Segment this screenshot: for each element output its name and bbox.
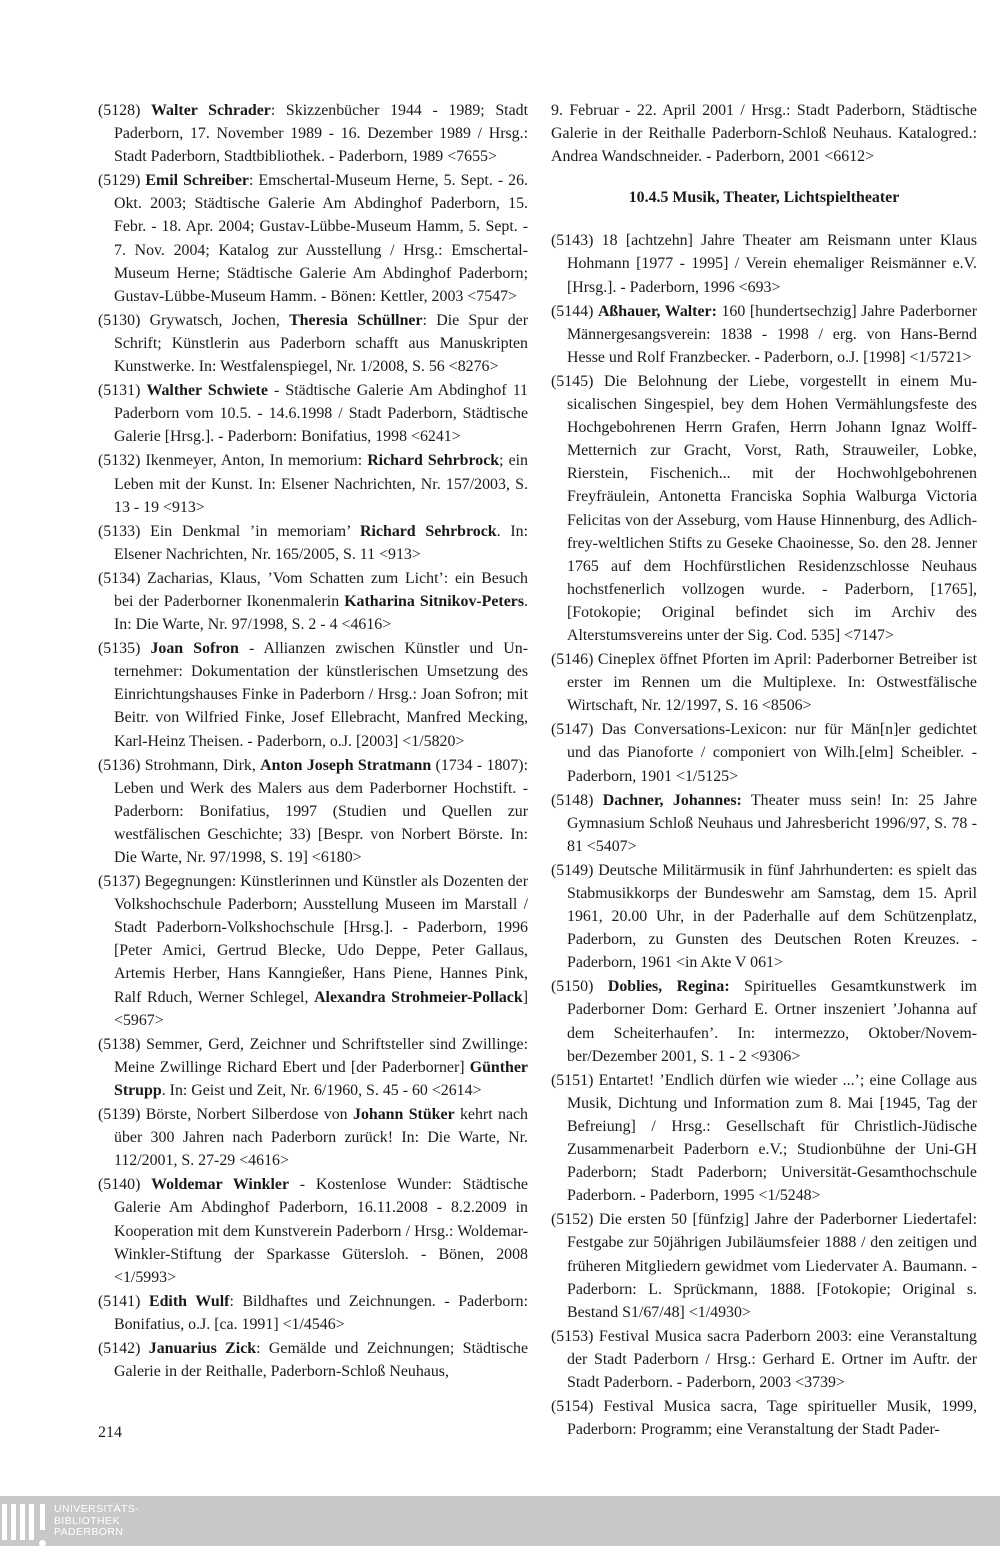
bibliography-entry	[551, 859, 977, 974]
right-entries	[551, 229, 977, 1441]
entry-number: (5153)	[551, 1327, 599, 1345]
bibliography-entry	[551, 718, 977, 787]
bibliography-entry	[98, 567, 528, 636]
entry-text: Festival Musica sacra, Tage spiritueller Musik, 1999, Paderborn: Programm; eine Veranstaltung der Stadt Pader-	[567, 1398, 977, 1439]
entry-text: : Emschertal-Museum Herne, 5. Sept. - 26. Okt. 2003; Städtische Galerie Am Abdinghof Paderborn, 15. Febr. - 18. Apr. 2004; Gustav-Lübbe-Museum Hamm, 5. Sept. - 7. Nov. 2004; Katalog zur Ausstellung / Hrsg.: Emschertal-Museum Herne; Städtische Galerie Am Abdinghof Paderborn; Gustav-Lübbe-Museum Hamm. - Bönen: Kettler, 2003 <7547>	[114, 172, 528, 305]
entry-text: Zacharias, Klaus, ’Vom Schatten zum Licht’: ein Besuch bei der Paderborner Ikonenmalerin	[114, 569, 528, 610]
entry-number: (5152)	[551, 1211, 599, 1229]
entry-number: (5130)	[98, 311, 150, 329]
entry-name-bold: Katharina Sitnikov-Peters	[344, 592, 525, 610]
entry-name-bold: Dachner, Johannes:	[602, 791, 742, 809]
entry-text: Deutsche Militärmusik in fünf Jahrhunderten: es spielt das Stabmusikkorps der Bundeswehr am Samstag, dem 15. April 1961, 20.00 Uhr, in der Paderhalle auf dem Schützenplatz, Paderborn, zu Gunsten des Deutschen Roten Kreuzes. - Paderborn, 1961 <in Akte V 061>	[567, 861, 977, 972]
entry-number: (5133)	[98, 522, 151, 540]
entry-text: Börste, Norbert Silberdose von	[145, 1106, 353, 1124]
entry-name-bold: Walter Schrader	[151, 102, 271, 119]
entry-text: . In: Geist und Zeit, Nr. 6/1960, S. 45 - 60 <2614>	[161, 1081, 482, 1099]
entry-name-bold: Richard Sehrbrock	[367, 452, 500, 470]
entry-name-bold: Doblies, Regina:	[607, 978, 730, 996]
entry-name-bold: Januarius Zick	[148, 1339, 257, 1357]
entry-name-bold: Günther Strupp	[114, 1058, 528, 1099]
entry-text: Ein Denkmal ’in memoriam’	[150, 522, 361, 540]
entry-text: Begegnungen: Künstlerinnen und Künstler als Dozenten der Volkshochschule Paderborn; Ausstellung Museen im Marstall / Stadt Paderborn-Volkshochschule [Hrsg.]. - Paderborn, 1996 [Peter Amici, Gertrud Blecke, Udo Deppe, Peter Gallaus, Artemis Herber, Hans Kanngießer, Hans Piene, Hannes Pink, Ralf Rduch, Werner Schlegel,	[114, 873, 529, 1006]
entry-text: Theater muss sein! In: 25 Jahre Gymnasium Schloß Neuhaus und Jahresbericht 1996/97, S. 78 - 81 <5407>	[567, 791, 978, 855]
entry-number: (5151)	[551, 1071, 599, 1089]
section-heading: 10.4.5 Musik, Theater, Lichtspieltheater	[628, 189, 900, 207]
entry-text: Die ersten 50 [fünfzig] Jahre der Paderborner Liedertafel: Festgabe zur 50jährigen Jubiläumsfeier 1888 / den zeitigen und früheren Mitgliedern gewidmet vom Liedervater A. Baumann. - Paderborn: L. Sprückmann, 1888. [Fotokopie; Original s. Bestand S1/67/48] <1/4930>	[567, 1211, 977, 1321]
bibliography-entry	[98, 1103, 528, 1172]
entry-number: (5146)	[551, 651, 598, 669]
entry-text: - Allianzen zwischen Künstler und Unternehmer: Dokumentation der künstlerischen Umsetzung des Einrichtungshauses Finke in Paderborn / Hrsg.: Joan Sofron; mit Beitr. von Wilfried Finke, Josef Ellebracht, Manfred Mecking, Karl-Heinz Theisen. - Paderborn, o.J. [2003] <1/5820>	[114, 640, 528, 750]
entry-text: Strohmann, Dirk,	[144, 756, 261, 774]
entry-name-bold: Alexandra Strohmeier-Pollack	[314, 988, 523, 1006]
entry-text: Spirituelles Gesamtkunstwerk im Paderborner Dom: Gerhard E. Ortner inszeniert ’Johanna auf dem Scheiterhaufen’. In: intermezzo, Oktober/November/Dezember 2001, S. 1 - 2 <9306>	[567, 978, 977, 1065]
entry-number: (5142)	[98, 1339, 149, 1357]
entry-name-bold: Walther Schwiete	[146, 382, 268, 400]
bibliography-entry	[551, 229, 977, 298]
left-column	[98, 99, 528, 1384]
entry-text: Festival Musica sacra Paderborn 2003: eine Veranstaltung der Stadt Paderborn / Hrsg.: Gerhard E. Ortner im Auftr. der Stadt Paderborn. - Paderborn, 2003 <3739>	[567, 1327, 977, 1391]
entry-number: (5147)	[551, 721, 602, 739]
bibliography-entry	[98, 309, 528, 378]
entry-number: (5138)	[98, 1035, 147, 1053]
entry-text: : Bildhaftes und Zeichnungen. - Paderborn: Bonifatius, o.J. [ca. 1991] <1/4546>	[114, 1292, 528, 1333]
entry-name-bold: Johann Stüker	[353, 1106, 455, 1124]
entry-number: (5134)	[98, 569, 148, 587]
entry-name-bold: Joan Sofron	[150, 640, 239, 658]
entry-text: Die Belohnung der Liebe, vorgestellt in einem Musicalischen Singespiel, bey dem Hohen Vermählungsfeste des Hochgebohrenen Herrn Grafen, Herrn Johann Ignaz Wolff-Metternich zur Gracht, Vorst, Rath, Strauweiler, Lobke, Rierstein, Fischenich... mit der Hochwohlgebohrenen Freyfräulein, Antonetta Franciska Sophia Walburga Victoria Felicitas von der Asseburg, vom Hause Hinnenburg, des Adlich-frey-weltlichen Stifts zu Geseke Chaoinesse, So. den 28. Jenner 1765 auf dem Hochfürstlichen Residenzschlosse Neuhaus hochstfenerlich vollzogen wurde. - Paderborn, [1765], [Fotokopie; Original befindet sich im Archiv des Alterstumsvereins unter der Sig. Cod. 535] <7147>	[567, 372, 977, 644]
entry-text: : Skizzenbücher 1944 - 1989; Stadt Paderborn, 17. November 1989 - 16. Dezember 1989 / Hrsg.: Stadt Paderborn, Stadtbibliothek. - Paderborn, 1989 <7655>	[114, 102, 528, 166]
entry-text: : Gemälde und Zeichnungen; Städtische Galerie in der Reithalle, Paderborn-Schloß Neuhaus,	[114, 1339, 528, 1381]
bibliography-entry	[98, 1337, 528, 1383]
entry-text: Semmer, Gerd, Zeichner und Schriftsteller sind Zwillinge: Meine Zwillinge Richard Ebert und [der Paderborner]	[114, 1035, 528, 1076]
logo-line-1: UNIVERSITÄTS-	[54, 1503, 140, 1515]
logo-line-3: PADERBORN	[54, 1526, 124, 1538]
bibliography-entry	[551, 1208, 977, 1323]
entry-text: . In: Die Warte, Nr. 97/1998, S. 2 - 4 <4616>	[114, 592, 529, 634]
entry-name-bold: Anton Joseph Stratmann	[260, 756, 432, 774]
entry-name-bold: Aßhauer, Walter:	[597, 302, 717, 320]
entry-number: (5143)	[551, 232, 602, 250]
bibliography-entry	[98, 520, 528, 566]
entry-number: (5137)	[98, 873, 145, 891]
library-footer	[0, 1496, 1000, 1546]
bibliography-entry	[551, 1069, 977, 1208]
entry-text: (1734 - 1807): Leben und Werk des Malers aus dem Paderborner Hochstift. - Paderborn: Bonifatius, 1997 (Studien und Quellen zur westfälischen Geschichte; 33) [Bespr. von Norbert Börste. In: Die Warte, Nr. 97/1998, S. 19] <6180>	[114, 756, 528, 866]
entry-name-bold: Richard Sehrbrock	[360, 522, 497, 540]
entry-number: (5139)	[98, 1106, 146, 1124]
entry-number: (5129)	[98, 172, 146, 190]
continued-entry: 9. Februar - 22. April 2001 / Hrsg.: Stadt Paderborn, Städtische Galerie in der Reithalle Paderborn-Schloß Neuhaus. Katalogred.: Andrea Wandschneider. - Paderborn, 2001 <6612>	[551, 102, 977, 166]
entry-number: (5132)	[98, 452, 146, 470]
entry-name-bold: Emil Schreiber	[145, 172, 249, 190]
bibliography-entry	[551, 975, 977, 1067]
entry-number: (5141)	[98, 1292, 149, 1310]
entry-text: Cineplex öffnet Pforten im April: Paderborner Betreiber ist erster im Rennen um die Multiplexe. In: Ostwestfälische Wirtschaft, Nr. 12/1997, S. 16 <8506>	[567, 651, 977, 715]
entry-text: - Kostenlose Wunder: Städtische Galerie Am Abdinghof Paderborn, 16.11.2008 - 8.2.2009 in Kooperation mit dem Kunstverein Paderborn / Hrsg.: Woldemar-Winkler-Stiftung der Sparkasse Gütersloh. - Bönen, 2008 <1/5993>	[114, 1176, 528, 1286]
page-number: 214	[98, 1424, 122, 1441]
bibliography-entry	[551, 300, 977, 369]
entry-text: : Die Spur der Schrift; Künstlerin aus Paderborn schafft aus Manuskripten Kunstwerke. In: Westfalenspiegel, Nr. 1/2008, S. 56 <8276>	[114, 311, 529, 376]
entry-number: (5140)	[98, 1176, 152, 1194]
entry-number: (5148)	[551, 791, 603, 809]
entry-text: Entartet! ’Endlich dürfen wie wieder ...’; eine Collage aus Musik, Dichtung und Information zum 8. Mai [1945, Tag der Befreiung] / Hrsg.: Gesellschaft für Christlich-Jüdische Zusammenarbeit Paderborn e.V.; Studionbühne der Uni-GH Paderborn; Stadt Paderborn; Universität-Gesamthochschule Paderborn. - Paderborn, 1995 <1/5248>	[567, 1071, 977, 1205]
entry-name-bold: Edith Wulf	[148, 1292, 230, 1310]
entry-text: Das Conversations-Lexicon: nur für Män[n]er gedichtet und das Pianoforte / componiert von Wilh.[elm] Scheibler. - Paderborn, 1901 <1/5125>	[567, 721, 977, 785]
entry-text: 18 [achtzehn] Jahre Theater am Reismann unter Klaus Hohmann [1977 - 1995] / Verein ehemaliger Reismänner e.V. [Hrsg.]. - Paderborn, 1996 <693>	[567, 232, 977, 296]
bibliography-entry	[551, 648, 977, 717]
entry-number: (5149)	[551, 861, 599, 879]
entry-text: ] <5967>	[114, 988, 528, 1029]
entry-name-bold: Woldemar Winkler	[151, 1176, 290, 1194]
entry-number: (5136)	[98, 756, 145, 774]
bibliography-entry	[98, 379, 528, 448]
entry-number: (5128)	[98, 102, 152, 119]
entry-number: (5145)	[551, 372, 605, 390]
bibliography-entry	[551, 1325, 977, 1394]
bibliography-entry	[98, 1033, 528, 1102]
entry-number: (5131)	[98, 382, 147, 400]
bibliography-entry	[98, 870, 528, 1032]
library-logo-text	[54, 1504, 139, 1539]
bibliography-entry	[551, 789, 977, 858]
bibliography-entry	[98, 1173, 528, 1288]
bibliography-entry	[98, 1290, 528, 1336]
bibliography-entry	[98, 99, 528, 168]
logo-line-2: BIBLIOTHEK	[54, 1514, 120, 1527]
entry-number: (5135)	[98, 640, 151, 658]
entry-text: 160 [hundertsechzig] Jahre Paderborner Männergesangsverein: 1838 - 1998 / erg. von Hans-Bernd Hesse und Rolf Franzbecker. - Paderborn, o.J. [1998] <1/5721>	[567, 302, 977, 366]
entry-number: (5144)	[551, 302, 598, 320]
entry-text: ; ein Leben mit der Kunst. In: Elsener Nachrichten, Nr. 157/2003, S. 13 - 19 <913>	[114, 452, 528, 516]
entry-text: kehrt nach über 300 Jahren nach Paderborn zurück! In: Die Warte, Nr. 112/2001, S. 27-29 <4616>	[114, 1106, 528, 1170]
bibliography-entry	[551, 1395, 977, 1441]
entry-text: Grywatsch, Jochen,	[149, 311, 290, 329]
bibliography-entry	[98, 449, 528, 518]
bibliography-entry	[98, 169, 528, 308]
entry-text: - Städtische Galerie Am Abdinghof 11 Paderborn vom 10.5. - 14.6.1998 / Stadt Paderborn, Städtische Galerie [Hrsg.]. - Paderborn: Bonifatius, 1998 <6241>	[114, 382, 529, 446]
library-logo-icon	[2, 1504, 50, 1540]
entry-number: (5154)	[551, 1398, 604, 1416]
entry-name-bold: Theresia Schüllner	[289, 311, 423, 329]
bibliography-entry	[551, 370, 977, 647]
entry-text: . In: Elsener Nachrichten, Nr. 165/2005, S. 11 <913>	[114, 522, 528, 563]
right-column	[551, 99, 977, 1442]
entry-number: (5150)	[551, 978, 608, 996]
entry-text: Ikenmeyer, Anton, In memorium:	[145, 452, 368, 470]
bibliography-entry	[98, 637, 528, 752]
bibliography-entry	[98, 754, 528, 869]
